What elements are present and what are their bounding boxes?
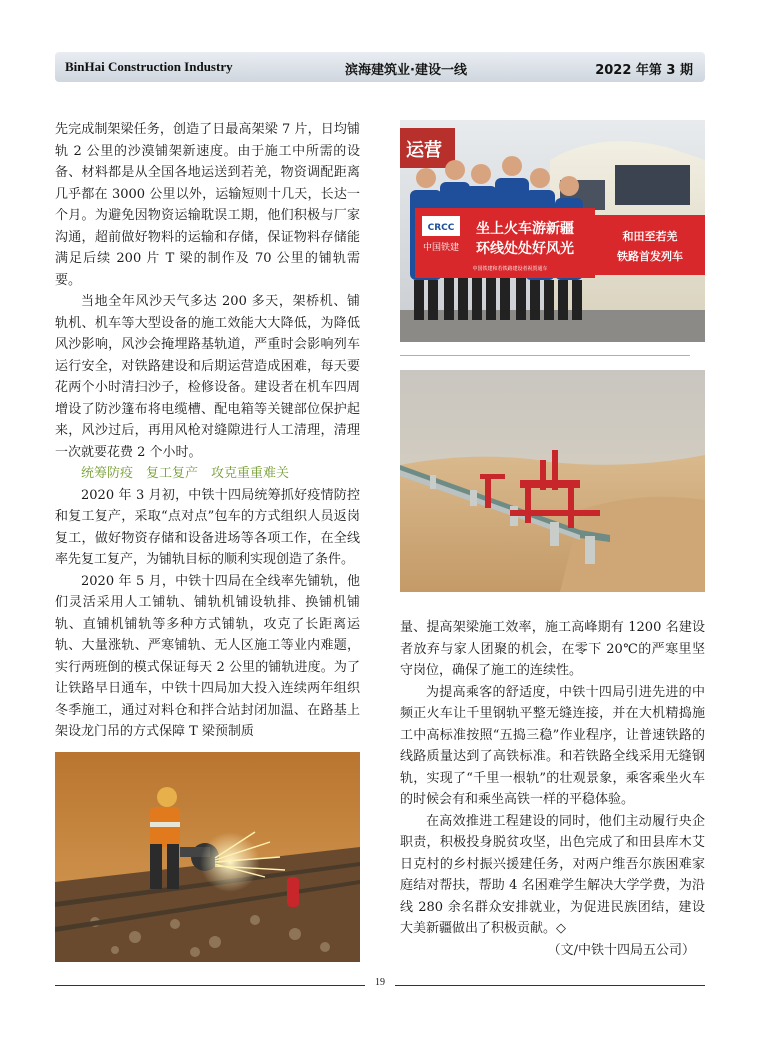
- paragraph: 先完成制架梁任务，创造了日最高架梁 7 片，日均铺轨 2 公里的沙漠铺架新速度。由于施工中所需的设备、材料都是从全国各地运送到若羌，物资调配距离几乎都在 3000 公里以外，运输短则十几天，长达一个月。为避免因物资运输耽误工期，他们积极与厂家沟通，超前做好物料的运输和存储，保证物料存储能满足后续 200 片 T 梁的制作及 70 公里的铺轨需要。: [55, 122, 360, 288]
- banner-logo: CRCC: [427, 223, 455, 233]
- footer-rule-right: [395, 985, 705, 986]
- photo-rail-worker: [55, 752, 360, 962]
- paragraph: 当地全年风沙天气多达 200 多天，架桥机、铺轨机、机车等大型设备的施工效能大大降低，为降低风沙影响，风沙会掩埋路基轨道，严重时会影响列车运行安全，对铁路建设和后期运营造成困难，每天要花两个小时清扫沙子，检修设备。建设者在机车四周增设了防沙篷布将电缆槽、配电箱等关键部位保护起来，风沙过后，再用风枪对缝隙进行人工清理，清理一次就要花费 2 个小时。: [55, 294, 360, 460]
- photo-rail-worker-illustration: [55, 752, 360, 962]
- train-sign-line1: 和田至若羌: [622, 230, 678, 243]
- section-subheading: 统筹防疫 复工复产 攻克重重难关: [81, 466, 290, 481]
- paragraph: 2020 年 3 月初，中铁十四局统筹抓好疫情防控和复工复产，采取“点对点”包车的方式组织人员返岗复工，做好物资存储和设备进场等各项工作，在全线率先复工复产，为铺轨目标的顺利实现创造了条件。: [55, 487, 360, 567]
- header-publication-title: BinHai Construction Industry: [65, 59, 233, 74]
- photo-builders-with-banner: [400, 120, 705, 342]
- banner-company: 中国铁建: [422, 243, 460, 253]
- header-section-title: 滨海建筑业·建设一线: [345, 63, 467, 78]
- left-text-column: [55, 119, 360, 743]
- decorative-divider: [400, 355, 690, 356]
- article-signature: （文/中铁十四局五公司）: [547, 942, 695, 958]
- paragraph: 在高效推进工程建设的同时，他们主动履行央企职责，积极投身脱贫攻坚，出色完成了和田县库木艾日克村的乡村振兴援建任务，对两户维吾尔族困难家庭结对帮扶，帮助 4 名困难学生解决大学学费，为沿线 280 余名群众安排就业，为促进民族团结，建设大美新疆做出了积极贡献。◇: [400, 813, 705, 936]
- header-issue: 2022 年第 3 期: [595, 63, 693, 78]
- paragraph: 为提高乘客的舒适度，中铁十四局引进先进的中频正火车让千里钢轨平整无缝连接，并在大机精捣施工中高标准按照“五捣三稳”作业程序，让普速铁路的线路质量达到了高铁标准。和若铁路全线采用无缝钢轨，实现了“千里一根轨”的壮观景象，乘客乘坐火车的时候会有和乘坐高铁一样的平稳体验。: [400, 684, 705, 807]
- paragraph: 量、提高架梁施工效率，施工高峰期有 1200 名建设者放弃与家人团聚的机会，在零下 20℃的严寒里坚守岗位，确保了施工的连续性。: [400, 620, 705, 678]
- station-sign-text: 运营: [406, 140, 442, 161]
- right-text-column: [400, 617, 705, 961]
- photo-builders-illustration: [400, 120, 705, 342]
- footer-rule-left: [55, 985, 365, 986]
- banner-small-text: 中国铁建和若铁路建设者祝贺通车: [472, 266, 548, 272]
- photo-desert-bridge-illustration: [400, 370, 705, 592]
- paragraph: 2020 年 5 月，中铁十四局在全线率先铺轨，他们灵活采用人工铺轨、铺轨机铺设轨排、换铺机铺轨、直铺机铺轨等多种方式铺轨，攻克了长距离运轨、大量涨轨、严寒铺轨、无人区施工等业内难题，实行两班倒的模式保证每天 2 公里的铺轨进度。为了让铁路早日通车，中铁十四局加大投入连续两年组织冬季施工，通过对料仓和拌合站封闭加温、在路基上架设龙门吊的方式保障 T 梁预制质: [55, 573, 360, 739]
- train-sign-line2: 铁路首发列车: [617, 250, 683, 263]
- banner-line1: 坐上火车游新疆: [476, 221, 574, 237]
- banner-line2: 环线处处好风光: [476, 241, 574, 257]
- photo-desert-bridge: [400, 370, 705, 592]
- page-header: [55, 52, 705, 82]
- page-number: 19: [375, 977, 385, 988]
